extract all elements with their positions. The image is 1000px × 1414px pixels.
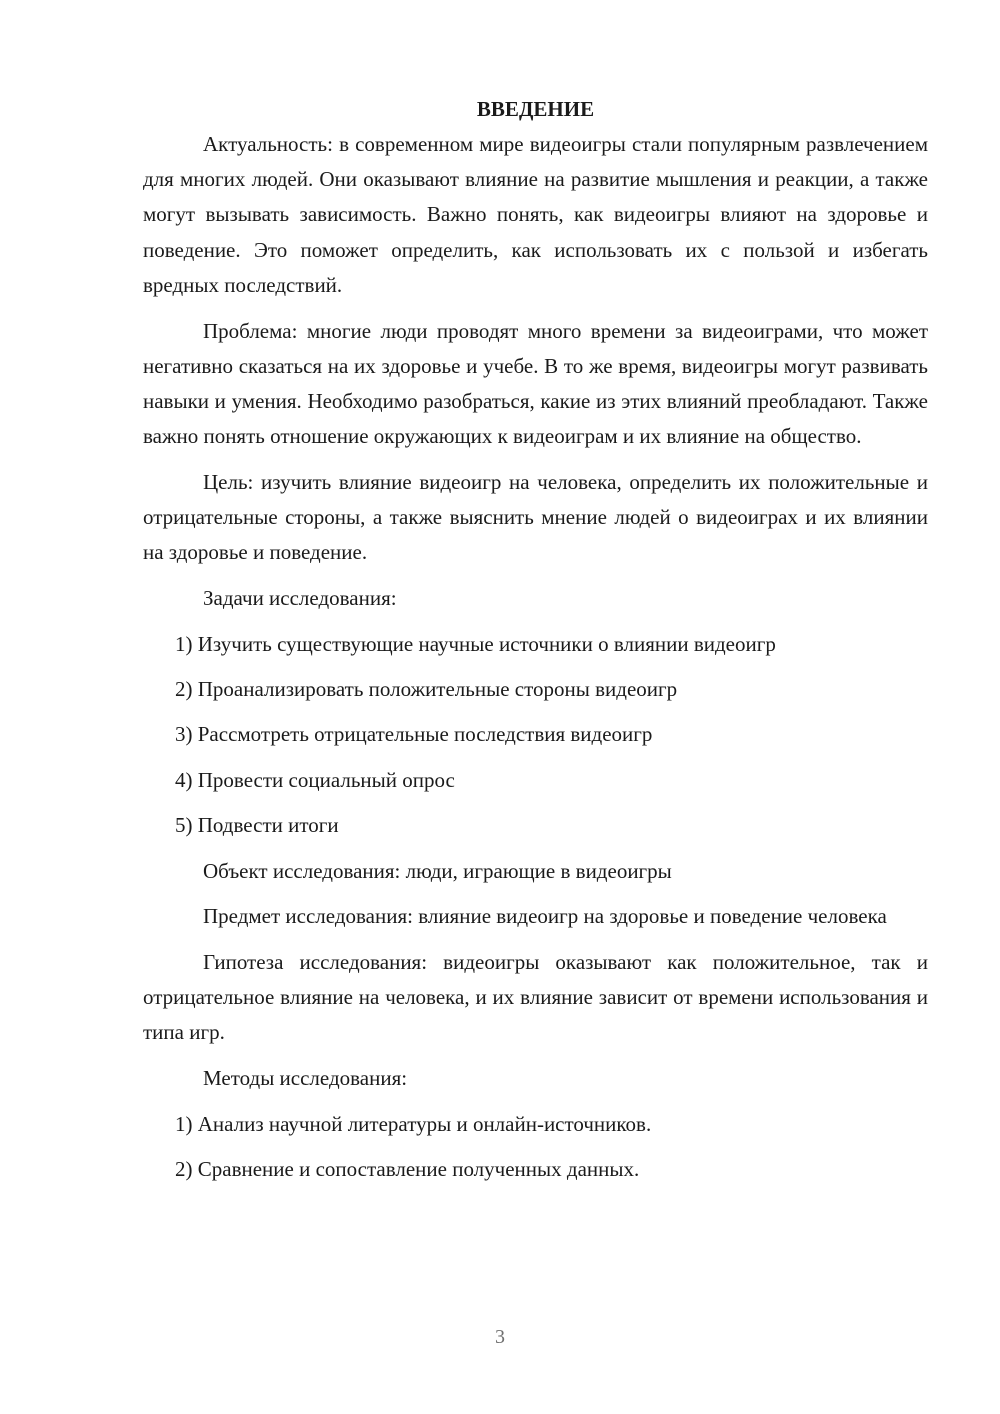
section-heading: ВВЕДЕНИЕ: [476, 97, 595, 121]
object-paragraph: Объект исследования: люди, играющие в видеоигры: [203, 858, 672, 883]
tasks-title: Задачи исследования:: [203, 585, 397, 610]
page-number: 3: [495, 1326, 505, 1348]
list-item: 1) Изучить существующие научные источники о влиянии видеоигр: [175, 631, 776, 656]
list-item: 5) Подвести итоги: [175, 813, 339, 838]
methods-title: Методы исследования:: [203, 1066, 408, 1091]
hypothesis-paragraph: Гипотеза исследования: видеоигры оказывают как положительное, так и отрицательное влияние на человека, и их влияние зависит от времени использования и типа игр.: [143, 950, 928, 1045]
subject-paragraph: Предмет исследования: влияние видеоигр на здоровье и поведение человека: [203, 904, 887, 929]
list-item: 3) Рассмотреть отрицательные последствия видеоигр: [175, 722, 653, 747]
document-page: [143, 92, 928, 1198]
list-item: 2) Проанализировать положительные стороны видеоигр: [175, 677, 678, 702]
list-item: 2) Сравнение и сопоставление полученных данных.: [175, 1157, 640, 1182]
list-item: 4) Провести социальный опрос: [175, 767, 455, 792]
list-item: 1) Анализ научной литературы и онлайн-источников.: [175, 1111, 652, 1136]
methods-list: [143, 1107, 928, 1188]
relevance-paragraph: Актуальность: в современном мире видеоигры стали популярным развлечением для многих людей. Они оказывают влияние на развитие мышления и реакции, а также могут вызывать зависимость. Важно понять, как видеоигры влияют на здоровье и поведение. Это поможет определить, как использовать их с пользой и избегать вредных последствий.: [143, 132, 928, 297]
tasks-list: [143, 627, 928, 844]
goal-paragraph: Цель: изучить влияние видеоигр на человека, определить их положительные и отрицательные стороны, а также выяснить мнение людей о видеоиграх и их влиянии на здоровье и поведение.: [143, 469, 928, 565]
problem-paragraph: Проблема: многие люди проводят много времени за видеоиграми, что может негативно сказаться на их здоровье и учебе. В то же время, видеоигры могут развивать навыки и умения. Необходимо разобраться, какие из этих влияний преобладают. Также важно понять отношение окружающих к видеоиграм и их влияние на общество.: [143, 318, 928, 449]
